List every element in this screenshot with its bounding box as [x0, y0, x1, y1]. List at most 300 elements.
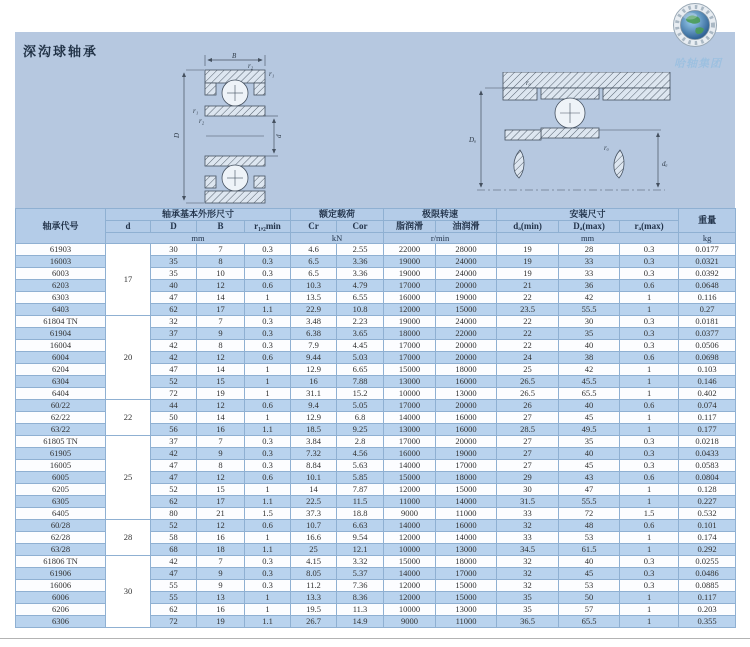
footer-divider: [0, 638, 750, 639]
cell-value: 14000: [384, 460, 436, 472]
cell-value: 12: [197, 280, 245, 292]
cell-value: 0.3: [620, 580, 679, 592]
cell-value: 3.36: [337, 268, 384, 280]
cell-value: 19000: [436, 292, 497, 304]
cell-value: 0.3: [620, 256, 679, 268]
cell-bearing-code: 6304: [16, 376, 106, 388]
cell-value: 11.5: [337, 496, 384, 508]
cell-value: 2.55: [337, 244, 384, 256]
cell-value: 1: [245, 412, 291, 424]
cell-value: 11000: [384, 496, 436, 508]
cell-value: 1: [620, 412, 679, 424]
cell-value: 0.227: [679, 496, 736, 508]
cell-value: 52: [151, 376, 197, 388]
cell-value: 55: [151, 580, 197, 592]
cell-value: 7.9: [291, 340, 337, 352]
cell-value: 17000: [436, 460, 497, 472]
mounting-dimensions-diagram: [465, 72, 675, 205]
cell-value: 18000: [436, 472, 497, 484]
cell-value: 1: [620, 544, 679, 556]
cell-value: 35: [497, 592, 559, 604]
cell-value: 47: [151, 292, 197, 304]
cell-value: 35: [497, 604, 559, 616]
cell-value: 28.5: [497, 424, 559, 436]
cell-value: 0.0433: [679, 448, 736, 460]
cell-value: 15000: [436, 580, 497, 592]
cell-value: 7: [197, 244, 245, 256]
cell-value: 7.87: [337, 484, 384, 496]
cell-value: 72: [151, 616, 197, 628]
cell-value: 16: [291, 376, 337, 388]
cell-value: 0.3: [620, 448, 679, 460]
cell-value: 19: [197, 616, 245, 628]
cell-value: 15.2: [337, 388, 384, 400]
cell-value: 22.5: [291, 496, 337, 508]
cell-value: 1: [620, 592, 679, 604]
cell-bore-diameter: 28: [106, 520, 151, 556]
cell-value: 10.8: [337, 304, 384, 316]
cell-bearing-code: 6303: [16, 292, 106, 304]
cell-value: 14000: [436, 532, 497, 544]
cell-value: 1: [620, 604, 679, 616]
cell-bearing-code: 6305: [16, 496, 106, 508]
table-row: [16, 436, 736, 448]
cell-value: 37.3: [291, 508, 337, 520]
cell-value: 20000: [436, 280, 497, 292]
cell-value: 15000: [436, 484, 497, 496]
cell-value: 40: [151, 280, 197, 292]
cell-value: 33: [559, 268, 620, 280]
cell-value: 3.84: [291, 436, 337, 448]
cell-value: 1.1: [245, 616, 291, 628]
cell-value: 15000: [436, 592, 497, 604]
cell-value: 1: [620, 616, 679, 628]
cell-value: 0.402: [679, 388, 736, 400]
cell-value: 13000: [384, 376, 436, 388]
cell-value: 18: [197, 544, 245, 556]
cell-value: 0.3: [620, 436, 679, 448]
header-col-B: B: [197, 221, 245, 233]
cell-value: 1: [620, 388, 679, 400]
cell-value: 0.101: [679, 520, 736, 532]
cell-value: 5.85: [337, 472, 384, 484]
cell-value: 0.292: [679, 544, 736, 556]
cell-value: 9: [197, 448, 245, 460]
cell-value: 33: [559, 256, 620, 268]
cell-value: 35: [559, 328, 620, 340]
cell-value: 61.5: [559, 544, 620, 556]
cell-value: 21: [197, 508, 245, 520]
cell-bearing-code: 6205: [16, 484, 106, 496]
cell-value: 0.3: [620, 244, 679, 256]
cell-value: 32: [497, 520, 559, 532]
cell-value: 0.6: [245, 280, 291, 292]
cell-value: 0.0321: [679, 256, 736, 268]
cell-value: 34.5: [497, 544, 559, 556]
cell-bearing-code: 6404: [16, 388, 106, 400]
cell-value: 45: [559, 568, 620, 580]
cell-value: 30: [497, 484, 559, 496]
cell-value: 28: [559, 244, 620, 256]
cell-value: 0.3: [245, 460, 291, 472]
cell-value: 0.6: [245, 472, 291, 484]
cell-value: 50: [559, 592, 620, 604]
cell-value: 1.1: [245, 544, 291, 556]
cell-value: 12000: [384, 592, 436, 604]
cell-value: 13000: [436, 388, 497, 400]
cell-value: 32: [497, 580, 559, 592]
cell-bearing-code: 60/28: [16, 520, 106, 532]
bearing-section-diagram: [150, 52, 335, 204]
cell-value: 16000: [436, 376, 497, 388]
unit-rmin: r/min: [384, 233, 497, 244]
cell-bore-diameter: 25: [106, 436, 151, 520]
cell-value: 0.3: [245, 316, 291, 328]
cell-value: 68: [151, 544, 197, 556]
cell-value: 65.5: [559, 616, 620, 628]
header-col-da: dₐ(min): [497, 221, 559, 233]
cell-value: 16000: [384, 292, 436, 304]
cell-value: 9: [197, 580, 245, 592]
cell-value: 0.27: [679, 304, 736, 316]
cell-value: 57: [559, 604, 620, 616]
cell-value: 27: [497, 436, 559, 448]
cell-value: 12000: [384, 304, 436, 316]
cell-value: 6.5: [291, 268, 337, 280]
cell-value: 17000: [384, 352, 436, 364]
cell-value: 8.36: [337, 592, 384, 604]
cell-value: 14000: [436, 496, 497, 508]
cell-value: 16: [197, 604, 245, 616]
cell-bearing-code: 6403: [16, 304, 106, 316]
cell-value: 32: [497, 568, 559, 580]
cell-value: 72: [151, 388, 197, 400]
cell-value: 0.6: [620, 520, 679, 532]
cell-value: 14: [197, 412, 245, 424]
dim-label-D: D: [173, 132, 181, 138]
page-title: 深沟球轴承: [23, 44, 99, 59]
cell-value: 10.3: [291, 280, 337, 292]
cell-value: 19.5: [291, 604, 337, 616]
cell-bearing-code: 63/28: [16, 544, 106, 556]
cell-bearing-code: 6206: [16, 604, 106, 616]
cell-value: 22.9: [291, 304, 337, 316]
cell-bearing-code: 62/22: [16, 412, 106, 424]
cell-value: 9000: [384, 616, 436, 628]
cell-value: 20000: [436, 436, 497, 448]
header-dimensions-group: 轴承基本外形尺寸: [106, 209, 291, 221]
cell-bearing-code: 60/22: [16, 400, 106, 412]
dim-label-ra: rₐ: [604, 144, 609, 152]
cell-value: 10: [197, 268, 245, 280]
cell-value: 14000: [384, 412, 436, 424]
cell-value: 0.177: [679, 424, 736, 436]
cell-value: 0.0698: [679, 352, 736, 364]
cell-value: 11000: [436, 616, 497, 628]
cell-value: 17000: [384, 400, 436, 412]
cell-value: 0.116: [679, 292, 736, 304]
cell-value: 33: [497, 532, 559, 544]
cell-value: 0.103: [679, 364, 736, 376]
cell-value: 17000: [384, 436, 436, 448]
cell-value: 12: [197, 352, 245, 364]
cell-value: 24000: [436, 256, 497, 268]
cell-value: 26.5: [497, 388, 559, 400]
cell-bearing-code: 61805 TN: [16, 436, 106, 448]
cell-value: 3.36: [337, 256, 384, 268]
cell-value: 12: [197, 472, 245, 484]
cell-value: 23.5: [497, 304, 559, 316]
cell-bearing-code: 62/28: [16, 532, 106, 544]
cell-value: 19000: [384, 268, 436, 280]
cell-value: 16: [197, 424, 245, 436]
cell-value: 38: [559, 352, 620, 364]
cell-value: 0.3: [620, 316, 679, 328]
cell-value: 40: [559, 448, 620, 460]
cell-bore-diameter: 17: [106, 244, 151, 316]
cell-value: 5.63: [337, 460, 384, 472]
cell-bearing-code: 61806 TN: [16, 556, 106, 568]
cell-value: 0.6: [620, 352, 679, 364]
cell-value: 27: [497, 412, 559, 424]
cell-value: 45: [559, 460, 620, 472]
cell-value: 1.5: [245, 508, 291, 520]
cell-value: 19: [497, 244, 559, 256]
cell-value: 40: [559, 400, 620, 412]
cell-value: 1.5: [620, 508, 679, 520]
cell-value: 32: [497, 556, 559, 568]
cell-value: 0.0804: [679, 472, 736, 484]
cell-value: 13000: [384, 424, 436, 436]
cell-value: 8: [197, 340, 245, 352]
unit-mm: mm: [497, 233, 679, 244]
cell-value: 9.25: [337, 424, 384, 436]
cell-value: 10.7: [291, 520, 337, 532]
cell-value: 35: [151, 268, 197, 280]
cell-value: 49.5: [559, 424, 620, 436]
cell-value: 52: [151, 520, 197, 532]
cell-value: 0.0181: [679, 316, 736, 328]
unit-kn: kN: [291, 233, 384, 244]
cell-value: 9.44: [291, 352, 337, 364]
dim-label-da: dₐ: [662, 160, 668, 168]
cell-value: 0.3: [620, 328, 679, 340]
cell-value: 8: [197, 256, 245, 268]
cell-value: 3.32: [337, 556, 384, 568]
cell-value: 14: [197, 292, 245, 304]
cell-value: 42: [559, 292, 620, 304]
dim-label-B: B: [232, 52, 237, 60]
cell-bore-diameter: 20: [106, 316, 151, 400]
cell-value: 7.88: [337, 376, 384, 388]
cell-value: 12: [197, 400, 245, 412]
cell-value: 47: [559, 484, 620, 496]
cell-value: 37: [151, 328, 197, 340]
cell-value: 5.05: [337, 400, 384, 412]
cell-value: 6.38: [291, 328, 337, 340]
cell-value: 28000: [436, 244, 497, 256]
cell-value: 0.117: [679, 592, 736, 604]
cell-value: 10000: [384, 544, 436, 556]
cell-value: 22: [497, 292, 559, 304]
cell-value: 12.9: [291, 412, 337, 424]
cell-value: 6.63: [337, 520, 384, 532]
cell-value: 0.0885: [679, 580, 736, 592]
cell-value: 5.37: [337, 568, 384, 580]
cell-value: 17000: [436, 568, 497, 580]
cell-value: 18.8: [337, 508, 384, 520]
cell-value: 29: [497, 472, 559, 484]
cell-value: 7: [197, 556, 245, 568]
unit-kg: kg: [679, 233, 736, 244]
table-row: [16, 400, 736, 412]
cell-value: 11.2: [291, 580, 337, 592]
cell-value: 55.5: [559, 304, 620, 316]
cell-value: 10000: [384, 388, 436, 400]
globe-bearing-icon: [672, 2, 718, 48]
cell-value: 0.355: [679, 616, 736, 628]
cell-value: 18.5: [291, 424, 337, 436]
cell-value: 0.0392: [679, 268, 736, 280]
cell-value: 19000: [384, 256, 436, 268]
cell-bearing-code: 61904: [16, 328, 106, 340]
cell-value: 19: [197, 388, 245, 400]
cell-value: 1: [620, 424, 679, 436]
cell-value: 0.3: [245, 580, 291, 592]
cell-value: 62: [151, 604, 197, 616]
cell-value: 0.0506: [679, 340, 736, 352]
cell-value: 42: [151, 448, 197, 460]
cell-value: 27: [497, 448, 559, 460]
cell-value: 16000: [436, 412, 497, 424]
cell-value: 24000: [436, 268, 497, 280]
cell-bore-diameter: 30: [106, 556, 151, 628]
cell-value: 27: [497, 460, 559, 472]
cell-value: 7: [197, 436, 245, 448]
dim-label-r1: r₁: [193, 107, 199, 115]
cell-bearing-code: 61906: [16, 568, 106, 580]
cell-value: 0.0377: [679, 328, 736, 340]
table-row: [16, 244, 736, 256]
cell-value: 15: [197, 376, 245, 388]
cell-value: 13000: [436, 604, 497, 616]
cell-value: 15: [197, 484, 245, 496]
cell-bearing-code: 6006: [16, 592, 106, 604]
dim-label-r2: r₂: [248, 62, 254, 70]
cell-value: 9000: [384, 508, 436, 520]
header-bearing-code: 轴承代号: [16, 209, 106, 244]
cell-value: 36.5: [497, 616, 559, 628]
cell-value: 16.6: [291, 532, 337, 544]
cell-value: 19000: [436, 448, 497, 460]
cell-value: 6.8: [337, 412, 384, 424]
cell-value: 26.7: [291, 616, 337, 628]
cell-value: 0.0218: [679, 436, 736, 448]
cell-value: 0.117: [679, 412, 736, 424]
cell-value: 18000: [436, 364, 497, 376]
header-panel: [15, 32, 735, 208]
cell-value: 2.23: [337, 316, 384, 328]
cell-value: 12: [197, 520, 245, 532]
cell-value: 0.3: [245, 268, 291, 280]
header-speed-group: 极限转速: [384, 209, 497, 221]
cell-value: 3.48: [291, 316, 337, 328]
cell-value: 1: [245, 484, 291, 496]
cell-value: 30: [151, 244, 197, 256]
cell-value: 0.074: [679, 400, 736, 412]
cell-value: 5.03: [337, 352, 384, 364]
cell-value: 30: [559, 316, 620, 328]
header-col-grease: 脂润滑: [384, 221, 436, 233]
cell-value: 42: [151, 340, 197, 352]
cell-value: 1: [245, 592, 291, 604]
table-header: [16, 209, 736, 244]
cell-value: 25: [497, 364, 559, 376]
cell-value: 0.3: [245, 244, 291, 256]
cell-value: 11000: [436, 508, 497, 520]
cell-value: 1: [245, 604, 291, 616]
cell-value: 0.6: [620, 400, 679, 412]
cell-value: 56: [151, 424, 197, 436]
cell-value: 19000: [384, 316, 436, 328]
cell-value: 42: [151, 556, 197, 568]
cell-value: 1: [245, 364, 291, 376]
brand-logo: [672, 2, 718, 48]
cell-value: 1.1: [245, 424, 291, 436]
cell-value: 4.45: [337, 340, 384, 352]
cell-value: 1: [245, 388, 291, 400]
cell-value: 0.146: [679, 376, 736, 388]
cell-value: 0.3: [620, 460, 679, 472]
cell-value: 15000: [384, 472, 436, 484]
cell-value: 0.532: [679, 508, 736, 520]
cell-value: 48: [559, 520, 620, 532]
cell-value: 42: [559, 364, 620, 376]
cell-value: 0.3: [245, 448, 291, 460]
cell-value: 7.36: [337, 580, 384, 592]
cell-value: 0.6: [245, 400, 291, 412]
cell-value: 42: [151, 352, 197, 364]
header-load-group: 额定载荷: [291, 209, 384, 221]
header-col-ra: rₐ(max): [620, 221, 679, 233]
cell-value: 0.3: [245, 568, 291, 580]
cell-value: 16000: [436, 520, 497, 532]
cell-value: 0.3: [245, 328, 291, 340]
cell-value: 7: [197, 316, 245, 328]
cell-value: 1: [620, 376, 679, 388]
cell-value: 31.5: [497, 496, 559, 508]
table-row: [16, 520, 736, 532]
cell-bearing-code: 16006: [16, 580, 106, 592]
cell-value: 12000: [384, 580, 436, 592]
cell-value: 0.3: [620, 268, 679, 280]
cell-value: 0.6: [620, 472, 679, 484]
cell-value: 3.65: [337, 328, 384, 340]
cell-value: 14000: [384, 568, 436, 580]
dim-label-r1: r₁: [269, 70, 275, 78]
cell-value: 37: [151, 436, 197, 448]
cell-value: 15000: [384, 364, 436, 376]
header-col-cr: Cr: [291, 221, 337, 233]
cell-value: 13.3: [291, 592, 337, 604]
cell-value: 45.5: [559, 376, 620, 388]
cell-value: 35: [559, 436, 620, 448]
cell-value: 21: [497, 280, 559, 292]
cell-value: 4.56: [337, 448, 384, 460]
table-body: [16, 244, 736, 628]
cell-value: 72: [559, 508, 620, 520]
cell-value: 10.1: [291, 472, 337, 484]
